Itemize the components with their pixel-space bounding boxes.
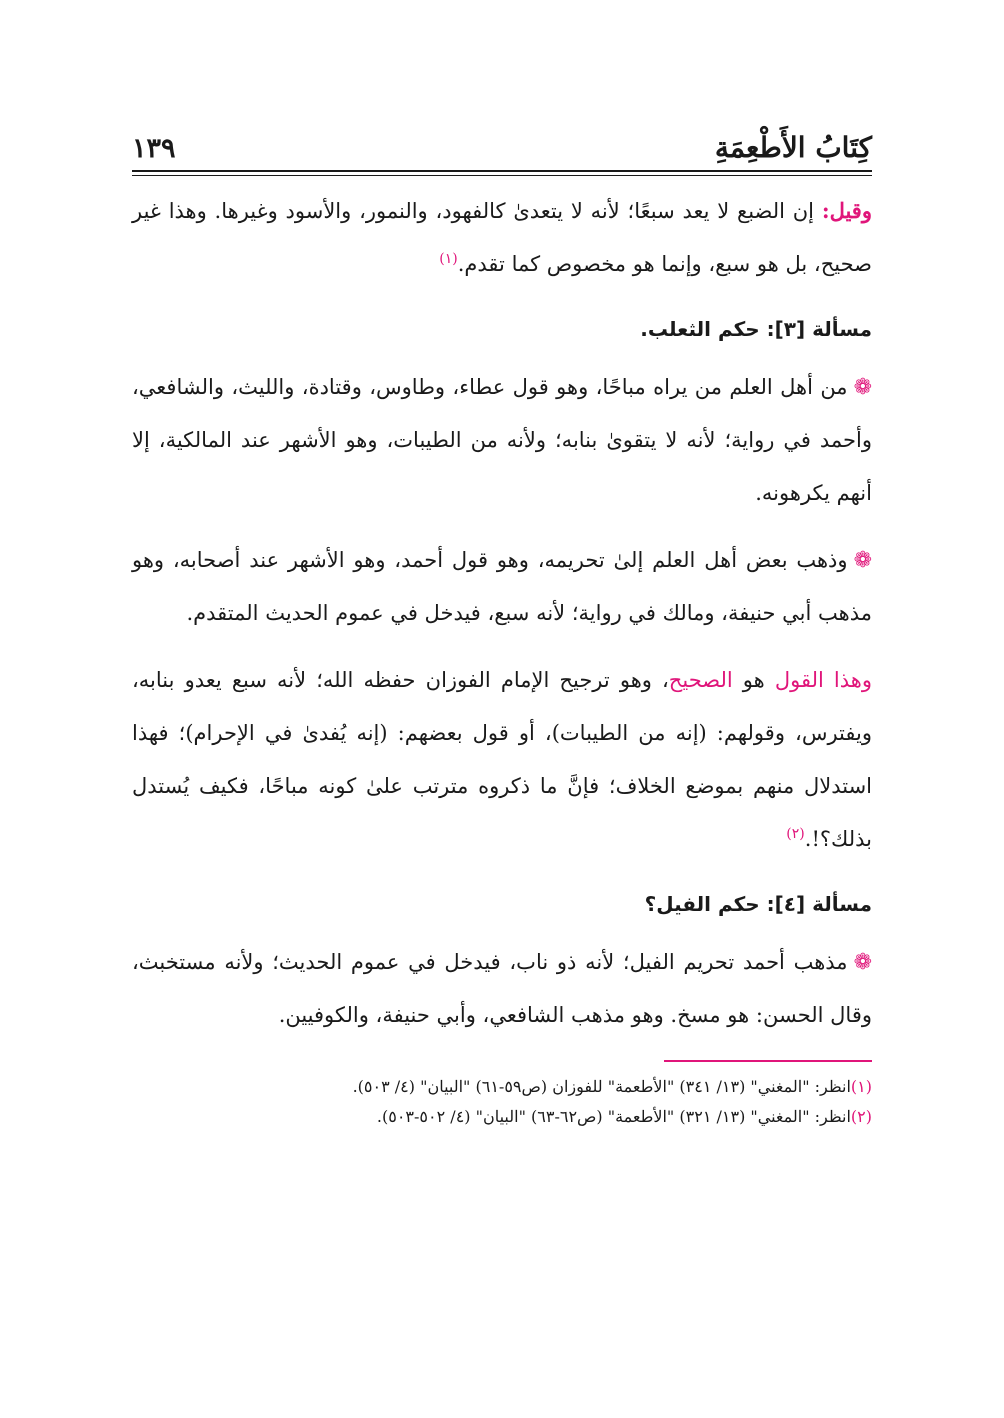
page-number: ١٣٩ [132,133,176,164]
question-heading-elephant: مسألة [٤]: حكم الفيل؟ [644,892,872,916]
paragraph-text: مذهب أحمد تحريم الفيل؛ لأنه ذو ناب، فيدخل في عموم الحديث؛ ولأنه مستخبث، وقال الحسن: هو مسخ. وهو مذهب الشافعي، وأبي حنيفة، والكوفيين. [132,950,872,1027]
footnote-number: (٢) [850,1107,872,1126]
footnote-ref: (٢) [786,826,805,842]
flower-ornament-icon: ❁ [853,950,872,975]
footnote-text: انظر: "المغني" (١٣/ ٣٢١) "الأطعمة" (ص٦٢-٦٣) "البيان" (٤/ ٥٠٢-٥٠٣). [376,1107,851,1126]
paragraph-hyena [132,184,872,291]
flower-ornament-icon: ❁ [853,375,872,400]
running-header [132,118,872,164]
question-heading-fox: مسألة [٣]: حكم الثعلب. [640,317,872,341]
paragraph-text: وذهب بعض أهل العلم إلىٰ تحريمه، وهو قول أحمد، وهو الأشهر عند أصحابه، وهو مذهب أبي حنيفة، ومالك في رواية؛ لأنه سبع، فيدخل في عموم الحديث المتقدم. [132,548,872,625]
footnote-2 [132,1102,872,1132]
paragraph-text: من أهل العلم من يراه مباحًا، وهو قول عطاء، وطاوس، وقتادة، والليث، والشافعي، وأحمد في رواية؛ لأنه لا يتقوىٰ بنابه؛ ولأنه من الطيبات، وهو الأشهر عند المالكية، إلا أنهم يكرهونه. [132,375,872,505]
footnote-separator [664,1060,872,1062]
footnote-number: (١) [850,1077,872,1096]
header-rule-thin [132,175,872,176]
paragraph-text: إن الضبع لا يعد سبعًا؛ لأنه لا يتعدىٰ كالفهود، والنمور، والأسود وغيرها. وهذا غير صحيح، بل هو سبع، وإنما هو مخصوص كما تقدم. [132,199,872,276]
lead-word: وقيل: [821,198,872,223]
footnote-1 [132,1072,872,1102]
paragraph-correct-view [132,654,872,866]
highlight-word: الصحيح [668,668,733,692]
page [132,118,872,1132]
paragraph-text: هو [732,668,775,692]
paragraph-fox-forbidden [132,534,872,640]
chapter-title: كِتَابُ الأَطْعِمَةِ [714,131,872,164]
flower-ornament-icon: ❁ [853,548,872,573]
paragraph-text: ، وهو ترجيح الإمام الفوزان حفظه الله؛ لأنه سبع يعدو بنابه، ويفترس، وقولهم: (إنه من الطيبات)، أو قول بعضهم: (إنه يُفدىٰ في الإحرام)؛ فهذا استدلال منهم بموضع الخلاف؛ فإنَّ ما ذكروه مترتب علىٰ كونه مباحًا، فكيف يُستدل بذلك؟!. [132,668,872,851]
paragraph-fox-permitted [132,361,872,520]
footnote-text: انظر: "المغني" (١٣/ ٣٤١) "الأطعمة" للفوزان (ص٥٩-٦١) "البيان" (٤/ ٥٠٣). [352,1077,851,1096]
highlight-phrase: وهذا القول [774,668,872,692]
header-rule [132,170,872,172]
paragraph-elephant [132,936,872,1042]
footnote-ref: (١) [439,251,458,267]
